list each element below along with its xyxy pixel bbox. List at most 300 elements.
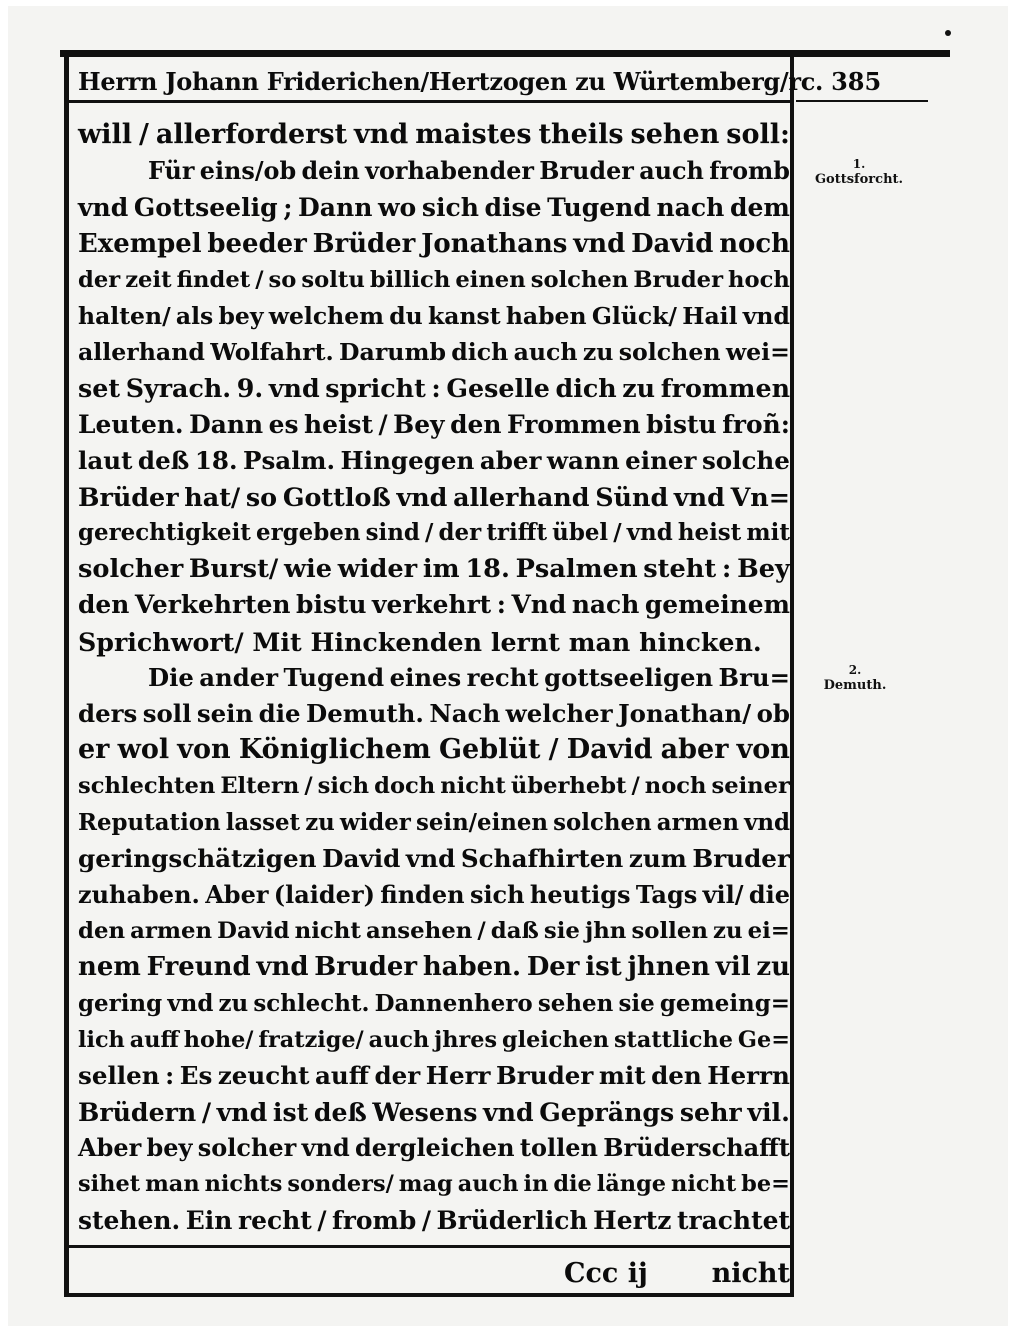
word: Gottloß (282, 481, 391, 512)
word: / (201, 1097, 212, 1128)
word: einen (455, 266, 526, 293)
word: von (736, 734, 790, 766)
word: / (425, 519, 434, 547)
word: vil. (747, 1097, 790, 1128)
word: den (78, 590, 130, 620)
word: / (378, 409, 388, 439)
word: der (374, 1060, 421, 1090)
word: gering (78, 989, 163, 1017)
word: Glück/ (591, 301, 678, 330)
word: Bey (737, 554, 790, 585)
word: vnd (573, 228, 626, 259)
text-line (78, 298, 790, 334)
word: mag (398, 1171, 453, 1198)
word: / (613, 519, 622, 547)
word: sein/einen (415, 809, 549, 836)
word: vnd (256, 952, 309, 983)
word: Aber (78, 1133, 142, 1163)
word: ander (199, 662, 279, 692)
text-line (78, 153, 790, 189)
word: stattliche (613, 1026, 733, 1053)
word: doch (374, 773, 436, 800)
footer-rule (64, 1245, 794, 1248)
word: welchem (268, 301, 384, 330)
word: sein (196, 699, 254, 728)
word: froñ: (722, 409, 790, 439)
word: vil (715, 952, 751, 983)
word: auch (639, 157, 704, 186)
word: Es (179, 1060, 213, 1090)
word: Ge= (737, 1026, 790, 1053)
word: bistu (646, 409, 717, 439)
word: vnd (167, 989, 214, 1017)
header-rule (64, 100, 794, 103)
word: dein (301, 157, 360, 186)
word: noch (719, 228, 790, 259)
word: trachtet (676, 1205, 790, 1235)
word: frommen (660, 373, 790, 404)
word: Geblüt (438, 734, 541, 766)
word: von (177, 734, 231, 766)
word: Freund (146, 952, 251, 983)
word: Nach (429, 699, 501, 728)
word: Tugend (547, 192, 651, 223)
text-line (78, 805, 790, 841)
word: sich (421, 192, 479, 223)
word: Tags (635, 879, 698, 909)
word: jhn (584, 918, 627, 945)
word: stehen. (78, 1205, 181, 1235)
text-line (78, 1094, 790, 1130)
word: Jonathan/ (618, 699, 752, 728)
word: mit (746, 519, 790, 547)
word: gottseeligen (544, 662, 714, 692)
word: Sprichwort/ (78, 626, 253, 657)
word: Demuth. (306, 699, 424, 728)
text-line (78, 841, 790, 877)
word: solchen (553, 809, 652, 836)
text-line (78, 732, 790, 768)
word: be= (741, 1171, 790, 1198)
word: Aber (205, 879, 269, 909)
word: nach (656, 192, 725, 223)
word: Syrach. (125, 373, 232, 404)
text-line (78, 370, 790, 406)
word: dich (451, 338, 509, 367)
word: soltu (301, 266, 365, 293)
word: Psalmen (515, 554, 638, 585)
word: nem (78, 952, 141, 983)
catchword: nicht (711, 1258, 790, 1289)
word: Geprängs (539, 1097, 675, 1128)
word: wei= (725, 338, 790, 367)
word: seiner (711, 773, 790, 800)
word: welcher (505, 699, 613, 728)
word: Wesens (372, 1097, 478, 1128)
word: allerhand (78, 338, 205, 367)
word: Psalm. (243, 445, 336, 475)
word: recht (237, 1205, 312, 1235)
word: sihet (78, 1171, 141, 1198)
word: tollen (519, 1133, 598, 1163)
word: in (523, 1171, 549, 1198)
word: zum (628, 843, 687, 873)
word: wann (546, 445, 620, 475)
word: gemeinem (644, 590, 790, 620)
word: deß (313, 1097, 367, 1128)
word: den (450, 409, 502, 439)
word: bey (146, 1133, 193, 1163)
word: die (748, 879, 790, 909)
word: vnd (354, 119, 409, 150)
word: dich (555, 373, 617, 404)
word: wider (339, 809, 411, 836)
word: Für (148, 157, 195, 186)
word: auch (368, 1026, 430, 1053)
word: eins/ob (199, 157, 297, 186)
word: allerforderst (155, 119, 348, 150)
word: hat/ (184, 481, 241, 512)
word: findet (176, 266, 251, 293)
text-line (78, 1166, 790, 1202)
text-line (78, 1022, 790, 1058)
word: sie (543, 918, 580, 945)
word: lich (78, 1026, 125, 1053)
word: wo (377, 192, 417, 223)
page-header (78, 62, 882, 96)
word: ; (283, 192, 293, 223)
text-line (78, 407, 790, 443)
word: den (651, 1060, 702, 1090)
word: schlecht. (253, 989, 370, 1017)
word: haben (505, 301, 587, 330)
word: der (78, 266, 121, 293)
word: heist (304, 409, 373, 439)
word: sich (317, 773, 370, 800)
word: Wolfahrt. (210, 338, 334, 367)
text-line (78, 877, 790, 913)
word: spricht (325, 373, 426, 404)
word: sich (469, 879, 525, 909)
word: einer (625, 445, 697, 475)
margin-note-label: Gottsforcht. (814, 172, 904, 187)
word: wol (117, 734, 170, 766)
word: vnd (405, 843, 456, 873)
word: : (431, 373, 441, 404)
word: / (255, 266, 264, 293)
word: Sünd (595, 481, 669, 512)
word: der (438, 519, 482, 547)
word: sonders/ (287, 1171, 394, 1198)
word: David (631, 228, 714, 259)
word: nicht (294, 918, 361, 945)
text-line (78, 696, 790, 732)
word: Reputation (78, 809, 221, 836)
text-line (78, 986, 790, 1022)
text-line (78, 1058, 790, 1094)
word: theils (538, 119, 624, 150)
word: dem (729, 192, 790, 223)
word: vnd (483, 1097, 534, 1128)
word: dise (484, 192, 542, 223)
word: Dannenhero (374, 989, 533, 1017)
word: Dann (189, 409, 264, 439)
text-line (78, 624, 790, 660)
word: sehr (679, 1097, 742, 1128)
word: : (721, 554, 732, 585)
word: haben. (422, 952, 522, 983)
word: du (389, 301, 423, 330)
word: Königlichem (238, 734, 431, 766)
word: vnd (301, 1133, 350, 1163)
word: solcher (78, 554, 184, 585)
word: Frommen (506, 409, 641, 439)
word: fromb (709, 157, 790, 186)
word: bey (218, 301, 264, 330)
word: laut (78, 445, 133, 475)
word: heist (677, 519, 742, 547)
word: geringschätzigen (78, 843, 317, 873)
word: trifft (486, 519, 548, 547)
text-line (78, 660, 790, 696)
word: 18. (465, 554, 510, 585)
word: Hertz (593, 1205, 672, 1235)
word: Brüdern (78, 1097, 197, 1128)
word: lasset (225, 809, 301, 836)
word: vnd (744, 809, 790, 836)
word: David (566, 734, 653, 766)
word: als (175, 301, 214, 330)
word: zu (582, 338, 614, 367)
word: er (78, 734, 110, 766)
margin-rule (796, 100, 928, 102)
word: zu (622, 373, 656, 404)
word: kanst (427, 301, 501, 330)
word: sind (365, 519, 420, 547)
word: fromb (332, 1205, 417, 1235)
word: : (165, 1060, 175, 1090)
word: zuhaben. (78, 879, 200, 909)
word: jhnen (627, 952, 710, 983)
word: sehen (630, 119, 720, 150)
word: Exempel (78, 228, 202, 259)
word: so (268, 266, 297, 293)
word: vnd (626, 519, 673, 547)
word: will (78, 119, 133, 150)
word: nicht (440, 773, 506, 800)
text-line (78, 334, 790, 370)
word: / (138, 119, 149, 150)
word: verkehrt (372, 590, 492, 620)
word: Brüder (312, 228, 416, 259)
word: Hail (682, 301, 738, 330)
word: zeucht (217, 1060, 310, 1090)
word: / (548, 734, 559, 766)
word: halten/ (78, 301, 171, 330)
word: überhebt (510, 773, 627, 800)
word: / (317, 1205, 327, 1235)
word: beeder (207, 228, 307, 259)
word: Brüder (78, 481, 179, 512)
word: Eltern (220, 773, 300, 800)
word: steht (643, 554, 717, 585)
word: vnd (78, 192, 129, 223)
word: mit (598, 1060, 646, 1090)
margin-note-number: 2. (848, 663, 862, 677)
word: finden (380, 879, 465, 909)
word: aber (660, 734, 729, 766)
word: Bruder (314, 952, 418, 983)
margin-note (796, 662, 914, 694)
ink-mark (945, 30, 951, 36)
word: soll: (726, 119, 790, 150)
word: ist (585, 952, 622, 983)
word: gleichen (501, 1026, 610, 1053)
word: eines (389, 662, 462, 692)
word: zu (756, 952, 790, 983)
word: Brüderlich (436, 1205, 588, 1235)
word: nicht (671, 1171, 737, 1198)
word: heutigs (529, 879, 631, 909)
text-line (78, 189, 790, 225)
text-line (78, 768, 790, 804)
text-line (78, 1203, 790, 1239)
word: armen (130, 918, 213, 945)
word: Jonathans (421, 228, 568, 259)
word: auff (129, 1026, 179, 1053)
page-number: 385 (831, 67, 882, 96)
text-line (78, 949, 790, 985)
word: / (477, 918, 486, 945)
top-rule (60, 50, 950, 57)
word: Darumb (339, 338, 446, 367)
word: daß (490, 918, 539, 945)
text-line (78, 1130, 790, 1166)
word: übel (552, 519, 609, 547)
word: solcher (197, 1133, 297, 1163)
word: dergleichen (355, 1133, 515, 1163)
word: ist (272, 1097, 309, 1128)
word: schlechten (78, 773, 216, 800)
word: Bruder (633, 266, 724, 293)
word: / (304, 773, 313, 800)
word: ob (756, 699, 790, 728)
word: sellen (78, 1060, 160, 1090)
word: vnd (268, 373, 320, 404)
word: 9. (236, 373, 264, 404)
word: noch (644, 773, 707, 800)
word: Leuten. (78, 409, 184, 439)
word: recht (466, 662, 539, 692)
word: hincken. (639, 626, 762, 657)
word: Brüderschafft (603, 1133, 790, 1163)
word: im (422, 554, 460, 585)
word: Vnd (511, 590, 567, 620)
word: Geselle (446, 373, 550, 404)
word: bistu (296, 590, 367, 620)
word: David (322, 843, 401, 873)
word: : (496, 590, 506, 620)
word: Mit (252, 626, 311, 657)
word: armen (656, 809, 739, 836)
word: man (568, 626, 640, 657)
margin-note-label: Demuth. (823, 678, 887, 693)
word: ansehen (365, 918, 473, 945)
word: nichts (204, 1171, 283, 1198)
body-text (78, 117, 790, 1239)
word: Bru= (718, 662, 790, 692)
word: so (245, 481, 278, 512)
word: hohe/ (183, 1026, 254, 1053)
word: billich (369, 266, 451, 293)
word: Hinckenden (310, 626, 491, 657)
text-line (78, 262, 790, 298)
word: 18. (194, 445, 238, 475)
word: Burst/ (188, 554, 279, 585)
word: Ein (185, 1205, 233, 1235)
word: sie (618, 989, 655, 1017)
word: aber (479, 445, 542, 475)
word: wie (283, 554, 333, 585)
text-line (78, 587, 790, 623)
word: gemeing= (659, 989, 790, 1017)
word: Vn= (730, 481, 790, 512)
word: Herrn (707, 1060, 790, 1090)
word: ei= (747, 918, 790, 945)
word: sollen (631, 918, 708, 945)
word: soll (142, 699, 192, 728)
margin-note-number: 1. (852, 157, 866, 171)
word: vorhabender (365, 157, 534, 186)
word: wider (337, 554, 418, 585)
word: vnd (216, 1097, 268, 1128)
word: Bruder (692, 843, 790, 873)
word: auch (457, 1171, 519, 1198)
signature-mark: Ccc ij (564, 1258, 648, 1289)
word: die (553, 1171, 592, 1198)
word: den (78, 918, 126, 945)
word: vnd (742, 301, 790, 330)
word: Die (148, 662, 194, 692)
word: (laider) (273, 879, 375, 909)
page-footer (78, 1258, 790, 1292)
word: zu (713, 918, 743, 945)
word: vnd (673, 481, 725, 512)
text-line (78, 443, 790, 479)
word: Herr (425, 1060, 491, 1090)
word: Dann (298, 192, 373, 223)
word: Verkehrten (134, 590, 291, 620)
word: lernt (490, 626, 569, 657)
word: David (217, 918, 290, 945)
word: ders (78, 699, 138, 728)
word: Schafhirten (460, 843, 624, 873)
word: allerhand (453, 481, 590, 512)
text-line (78, 226, 790, 262)
word: Der (526, 952, 580, 983)
word: Bey (393, 409, 445, 439)
margin-note (800, 156, 918, 188)
text-line (78, 117, 790, 153)
word: gerechtigkeit (78, 519, 251, 547)
word: solche (701, 445, 790, 475)
word: / (631, 773, 640, 800)
word: fratzige/ (258, 1026, 364, 1053)
word: länge (596, 1171, 667, 1198)
word: solchen (618, 338, 721, 367)
running-head: Herrn Johann Friderichen/Hertzogen zu Würtemberg/rc. (78, 67, 824, 96)
word: set (78, 373, 121, 404)
